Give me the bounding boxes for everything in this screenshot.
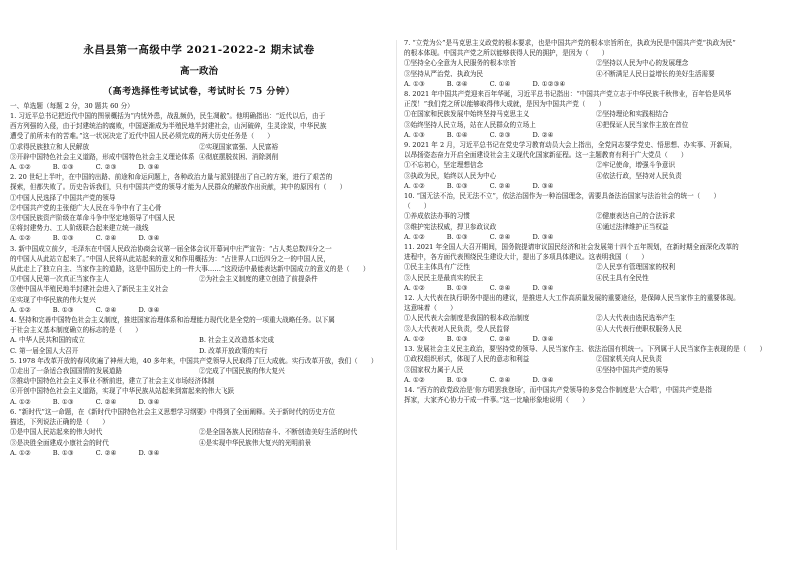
answer-option: B. ②④ <box>446 79 468 88</box>
answer-options <box>404 334 788 344</box>
statement-item: D. 改革开放政策的实行 <box>199 346 268 355</box>
exam-note: （高考选择性考试试卷，考试时长 75 分钟） <box>103 87 295 97</box>
statement-pair <box>404 120 788 130</box>
statement-pair <box>10 438 388 448</box>
statement-item: ④民主具有全民性 <box>596 273 649 282</box>
answer-option: D. ③④ <box>532 375 554 384</box>
statement-item: ①民主主体具有广泛性 <box>404 263 470 272</box>
question-line: 14. “西方的政党政治是‘你方唱罢我登场’，而中国共产党领导的多党合作制度是‘大合唱’，中国共产党是指 <box>404 385 712 394</box>
question-line: 6. “新时代”这一命题，在《新时代中国特色社会主义思想学习纲要》中得到了全面阐释。关于新时代的历史方位 <box>10 407 336 416</box>
question-line: 2. 20 世纪上半叶，在中国的出路、前途和命运问题上，各种政治力量与派别提出了自己的方案，进行了艰苦的 <box>10 173 333 182</box>
question-line: 11. 2021 年全国人大召开期间，国务院提请审议国民经济和社会发展第十四个五年规划，在新时期全面深化改革的 <box>404 243 739 252</box>
statement-item: A. 中华人民共和国的成立 <box>10 336 85 345</box>
question-line: 遭受了前所未有的苦难。”这一状况决定了近代中国人民必须完成的两大历史任务是（ ） <box>10 132 274 141</box>
statement-item: ②人大代表由选民选举产生 <box>596 314 676 323</box>
statement-item: ①求得民族独立和人民解放 <box>10 142 90 151</box>
answer-option: C. ①④ <box>489 79 511 88</box>
answer-options <box>404 130 788 140</box>
statement-pair <box>404 171 788 181</box>
statement-pair <box>404 324 788 334</box>
answer-option: A. ①③ <box>404 130 425 139</box>
answer-option: A. ①② <box>10 448 31 457</box>
statement-pair <box>404 222 788 232</box>
question-line: 3. 新中国成立前夕，毛泽东在中国人民政治协商会议第一届全体会议开幕词中庄严宣告：“占人类总数四分之一 <box>10 244 332 253</box>
answer-option: A. ①② <box>10 234 31 243</box>
answer-options <box>404 375 788 385</box>
statement-pair <box>404 365 788 375</box>
answer-option: B. ①③ <box>52 163 74 172</box>
question-line: 7. “立党为公”是马克思主义政党的根本要求，也是中国共产党的根本宗旨所在，执政为民是中国共产党“执政为民” <box>404 39 736 47</box>
answer-option: A. ①② <box>10 163 31 172</box>
statement-item: ④彻底摆脱贫困、消除剥削 <box>199 152 279 161</box>
statement-pair <box>404 109 788 119</box>
right-questions <box>404 38 788 405</box>
statement-item: ②国家机关向人民负责 <box>596 355 662 364</box>
statement-item: ④坚持中国共产党的领导 <box>596 365 669 374</box>
statement-item: ②是全国各族人民团结奋斗、不断创造美好生活的时代 <box>199 428 358 437</box>
question-line: 的根本体现。中国共产党之所以能够获得人民的拥护，是因为（ ） <box>404 49 609 58</box>
left-questions <box>10 111 388 458</box>
answer-option: C. ②③ <box>95 163 117 172</box>
question-line: 8. 2021 年中国共产党迎来百年华诞，习近平总书记指出：“中国共产党立志于中华民族千秋伟业，百年恰是风华 <box>404 90 732 99</box>
statement-item: ①政权组织形式，体现了人民的意志和利益 <box>404 355 530 364</box>
statement-item: ②坚持以人民为中心的发展理念 <box>596 59 689 68</box>
answer-option: D. ③④ <box>138 448 160 457</box>
question-line: 探索，但都失败了。历史告诉我们，只有中国共产党的领导才能为人民群众的解放作出贡献，其中的原因有（ ） <box>10 183 347 192</box>
statement-item: ③开辟中国特色社会主义道路，形成中国特色社会主义理论体系 <box>10 152 195 161</box>
answer-option: D. ③④ <box>138 234 160 243</box>
statement-item: ③始终坚持人民立场，站在人民群众的立场上 <box>404 120 536 129</box>
question-line: ①中国人民选择了中国共产党的领导 <box>10 193 116 202</box>
statement-item: ③国家权力属于人民 <box>404 365 464 374</box>
answer-option: C. ②③ <box>489 130 511 139</box>
question-line: 9. 2021 年 2 月，习近平总书记在党史学习教育动员大会上指出，全党同志要学党史、悟思想、办实事、开新局， <box>404 141 737 150</box>
question-line: 以昂扬姿态奋力开启全面建设社会主义现代化国家新征程。这一主题教育有利于广大党员（ ） <box>404 151 688 160</box>
statement-pair <box>404 69 788 79</box>
answer-option: D. ③④ <box>138 397 160 406</box>
question-line: ④实现了中华民族的伟大复兴 <box>10 295 96 304</box>
right-column <box>404 38 788 405</box>
question-line: 进程中，各方面代表围绕民生建设大计，提出了多项具体建议。这表明我国（ ） <box>404 253 648 262</box>
exam-subtitle: 高一政治 <box>179 66 218 77</box>
answer-option: A. ①② <box>404 375 425 384</box>
statement-item: ②完成了中国民族的伟大复兴 <box>199 367 285 376</box>
answer-option: A. ①② <box>404 181 425 190</box>
statement-item: ②牢记使命，增强斗争意识 <box>596 161 676 170</box>
statement-pair <box>10 152 388 162</box>
statement-item: ②实现国家富强、人民富裕 <box>199 142 279 151</box>
answer-option: B. ①③ <box>446 375 468 384</box>
question-line: 从此走上了独立自主、当家作主的道路，这是中国历史上的一件大事……”这段话中最能表达新中国成立的意义的是（ ） <box>10 265 370 274</box>
answer-option: B. ①③ <box>52 305 74 314</box>
question-line: ③推动中国特色社会主义事业不断前进，建立了社会主义市场经济体制 <box>10 377 215 386</box>
answer-options <box>404 232 788 242</box>
question-line: 10. “国无法不治，民无法不立”，依法治国作为一种治国理念，需要具备法治国家与法治社会的统一（ ） <box>404 192 721 201</box>
answer-option: C. ②④ <box>489 334 511 343</box>
answer-option: C. ②④ <box>95 305 117 314</box>
answer-option: B. ①③ <box>52 397 74 406</box>
statement-item: ①中国人民第一次真正当家作主人 <box>10 275 109 284</box>
answer-option: C. ②④ <box>489 375 511 384</box>
statement-item: ④是实现中华民族伟大复兴的光明前景 <box>199 438 312 447</box>
answer-option: B. ①③ <box>52 448 74 457</box>
answer-option: D. ③④ <box>532 283 554 292</box>
statement-pair <box>404 273 788 283</box>
answer-option: C. ②④ <box>95 448 117 457</box>
question-line: 描述，下列说法正确的是（ ） <box>10 418 109 427</box>
answer-option: B. ①③ <box>446 283 468 292</box>
statement-item: ③坚持从严治党、执政为民 <box>404 69 484 78</box>
answer-option: D. ①②③④ <box>532 79 566 88</box>
answer-option: B. ①③ <box>446 181 468 190</box>
question-line: 挥家，大家齐心协力干成一件事。”这一比喻形象地说明（ ） <box>404 396 589 405</box>
statement-pair <box>10 427 388 437</box>
statement-item: ③维护宪法权威，捍卫参政议政 <box>404 222 497 231</box>
exam-title: 永昌县第一高级中学 2021-2022-2 期末试卷 <box>83 44 315 56</box>
answer-options <box>404 79 788 89</box>
answer-option: C. ②④ <box>95 234 117 243</box>
question-line: 的中国人从此站立起来了。”中国人民将从此站起来的意义和作用概括为：“占世界人口近四分之一的中国人民， <box>10 254 330 263</box>
answer-option: B. ①③ <box>52 234 74 243</box>
answer-option: B. ①④ <box>446 130 468 139</box>
statement-item: ④依法行政，坚持对人民负责 <box>596 171 682 180</box>
answer-options <box>10 162 388 172</box>
statement-pair <box>10 335 388 345</box>
statement-item: ④通过法律维护正当权益 <box>596 222 669 231</box>
statement-item: ①养成依法办事的习惯 <box>404 212 470 221</box>
statement-item: B. 社会主义改造基本完成 <box>199 336 274 345</box>
question-line: ③中国民族资产阶级在革命斗争中坚定地领导了中国人民 <box>10 214 175 223</box>
question-line: 4. 坚持和完善中国特色社会主义制度，推进国家治理体系和治理能力现代化是全党的一项重大战略任务。以下属 <box>10 316 335 325</box>
statement-pair <box>404 262 788 272</box>
answer-option: A. ①② <box>10 305 31 314</box>
answer-option: D. ③④ <box>532 232 554 241</box>
question-line: ④开创中国特色社会主义道路，实现了中华民族从站起来到富起来的伟大飞跃 <box>10 387 235 396</box>
statement-pair <box>404 211 788 221</box>
answer-option: A. ①③ <box>404 79 425 88</box>
statement-pair <box>10 274 388 284</box>
statement-pair <box>10 142 388 152</box>
column-divider <box>396 40 397 550</box>
answer-options <box>10 397 388 407</box>
question-line: （ ） <box>404 202 431 211</box>
statement-pair <box>404 313 788 323</box>
statement-item: ①不忘初心，坚定理想信念 <box>404 161 484 170</box>
statement-pair <box>404 354 788 364</box>
answer-option: D. ③④ <box>532 334 554 343</box>
statement-item: ①是中国人民站起来的伟大时代 <box>10 428 103 437</box>
statement-item: ④把保证人民当家作主放在首位 <box>596 120 689 129</box>
statement-item: ②为社会主义制度的建立创造了前提条件 <box>199 275 318 284</box>
answer-option: C. ②④ <box>489 181 511 190</box>
question-line: 正茂！”我们党之所以能够取得伟大成就，是因为中国共产党（ ） <box>404 100 606 109</box>
question-line: 13. 发展社会主义民主政治，要坚持党的领导、人民当家作主、依法治国有机统一。下列属于人民当家作主表现的是（ ） <box>404 345 767 354</box>
statement-item: ③人大代表对人民负责，受人民监督 <box>404 324 510 333</box>
statement-pair <box>10 346 388 356</box>
answer-option: C. ②④ <box>95 397 117 406</box>
statement-item: ③是决胜全面建成小康社会的时代 <box>10 438 109 447</box>
answer-options <box>10 305 388 315</box>
question-line: 1. 习近平总书记把近代中国的图景概括为“内忧外患，战乱频仍，民生凋敝”。他明确指出：“近代以后，由于 <box>10 112 326 120</box>
answer-option: C. ②④ <box>489 232 511 241</box>
statement-item: ①在国家和民族发展中始终坚持马克思主义 <box>404 110 530 119</box>
answer-options <box>10 233 388 243</box>
answer-option: A. ①② <box>10 397 31 406</box>
question-line: 于社会主义基本制度确立的标志的是（ ） <box>10 326 142 335</box>
answer-option: B. ①③ <box>446 334 468 343</box>
question-line: 5. 1978 年改革开放的春风吹遍了神州大地，40 多年来，中国共产党领导人民取得了巨大成就。实行改革开放，我们（ ） <box>10 356 378 365</box>
question-line: 这意味着（ ） <box>404 304 457 313</box>
statement-item: ①走出了一条适合我国国情的发展道路 <box>10 367 123 376</box>
answer-option: C. ②④ <box>489 283 511 292</box>
question-line: ④将封建势力、工人阶级联合起来建立统一战线 <box>10 224 149 233</box>
statement-item: C. 第一届全国人大召开 <box>10 346 79 355</box>
left-column <box>10 0 388 458</box>
answer-option: D. ③④ <box>138 305 160 314</box>
question-line: ②中国共产党的主张便广大人民在斗争中有了主心骨 <box>10 203 162 212</box>
question-line: 西方列强的入侵，由于封建统治的腐败，中国逐渐成为半殖民地半封建社会，山河破碎，生灵涂炭，中华民族 <box>10 122 327 131</box>
question-line: ③使中国从半殖民地半封建社会进入了新民主主义社会 <box>10 285 169 294</box>
statement-item: ②坚持理论和实践相结合 <box>596 110 669 119</box>
answer-option: D. ③④ <box>138 163 160 172</box>
answer-option: B. ①③ <box>446 232 468 241</box>
statement-item: ④不断满足人民日益增长的美好生活需要 <box>596 69 715 78</box>
statement-pair <box>404 58 788 68</box>
answer-options <box>404 181 788 191</box>
answer-options <box>404 283 788 293</box>
statement-item: ②健康表达自己的合法诉求 <box>596 212 676 221</box>
statement-item: ①坚持全心全意为人民服务的根本宗旨 <box>404 59 517 68</box>
statement-item: ④人大代表行使职权服务人民 <box>596 324 682 333</box>
statement-pair <box>404 160 788 170</box>
statement-item: ③执政为民，始终以人民为中心 <box>404 171 497 180</box>
section-heading: 一、单选题（每题 2 分，30 题共 60 分） <box>10 102 134 110</box>
question-line: 12. 人大代表在执行职务中提出的建议，是推进人大工作高质量发展的重要途径，是保障人民当家作主的重要体现。 <box>404 294 740 303</box>
answer-option: A. ①② <box>404 334 425 343</box>
statement-item: ①人民代表大会制度是我国的根本政治制度 <box>404 314 530 323</box>
answer-option: D. ②④ <box>532 130 554 139</box>
answer-option: A. ①② <box>404 232 425 241</box>
statement-pair <box>10 366 388 376</box>
statement-item: ③人民民主是最真实的民主 <box>404 273 484 282</box>
answer-option: A. ①② <box>404 283 425 292</box>
answer-options <box>10 448 388 458</box>
answer-option: D. ③④ <box>532 181 554 190</box>
statement-item: ②人民享有管理国家的权利 <box>596 263 676 272</box>
